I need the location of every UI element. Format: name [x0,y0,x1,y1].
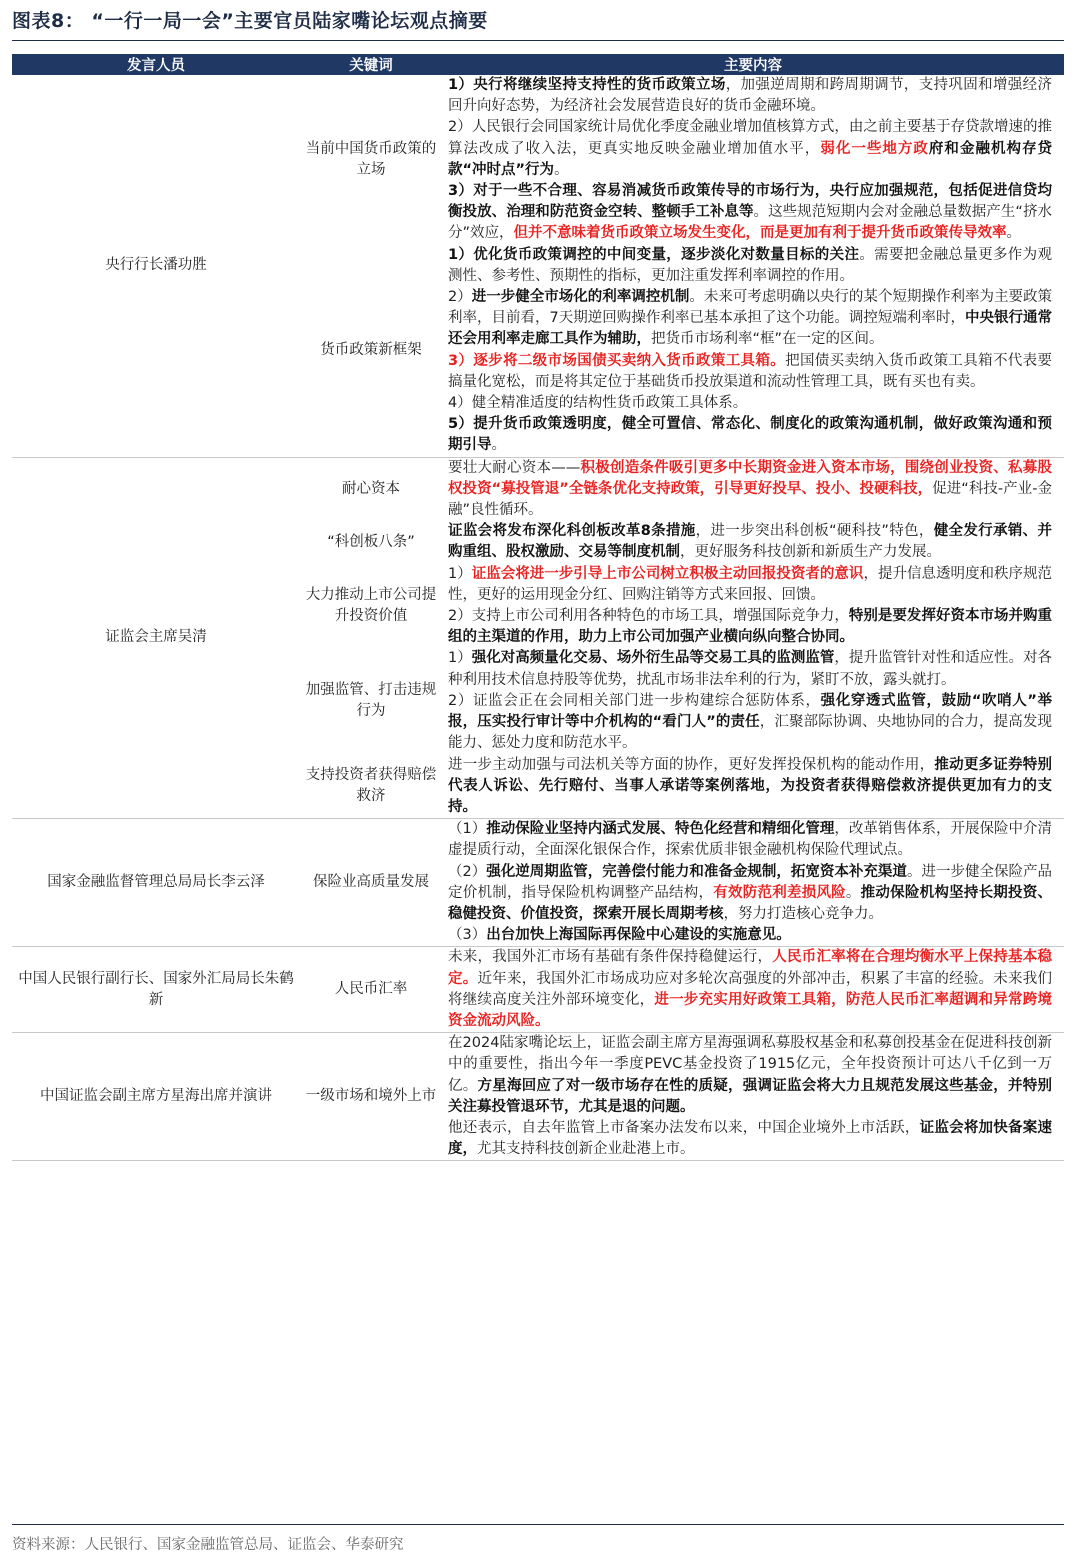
bold-text: 推动保险机构坚持长期投资、稳健投资、价值投资，探索开展长周期考核 [448,884,1053,922]
content-cell [442,564,1064,649]
body-text: ，更好服务科技创新和新质生产力发展。 [680,544,941,561]
source-note: 资料来源：人民银行、国家金融监管总局、证监会、华泰研究 [12,1537,404,1553]
bold-text: 进一步健全市场化的利率调控机制 [471,289,690,306]
body-text: 他还表示，自去年监管上市备案办法发布以来，中国企业境外上市活跃， [448,1119,920,1136]
bold-text: 府和金融机构存贷款“冲时点”行为 [448,140,1053,178]
title-divider [12,40,1064,41]
body-text: ，加强逆周期和跨周期调节，支持巩固和增强经济回升向好态势，为经济社会发展营造良好的货币金融环境。 [448,77,1053,115]
content-paragraph [448,521,1052,563]
content-paragraph [448,414,1052,456]
body-text: 。 [1006,225,1022,242]
bold-text: 5）提升货币政策透明度，健全可置信、常态化、制度化的政策沟通机制，做好政策沟通和预期引导 [448,416,1052,454]
body-text: 进一步主动加强与司法机关等方面的协作，更好发挥投保机构的能动作用， [448,756,935,773]
table-row [12,819,1064,947]
highlight-text: 弱化一些地方政 [820,140,929,157]
content-paragraph [448,1118,1052,1160]
body-text: 。需要把金融总量更多作为观测性、参考性、预期性的指标，更加注重发挥利率调控的作用。 [448,246,1052,284]
keyword-cell: 人民币汇率 [300,947,442,1033]
highlight-text: 证监会将进一步引导上市公司树立积极主动回报投资者的意识 [471,565,864,582]
content-paragraph [448,819,1052,861]
keyword-cell: 加强监管、打击违规行为 [305,682,437,720]
table-row [12,457,1064,521]
speaker-cell: 证监会主席吴清 [12,457,300,818]
keyword-cell: 耐心资本 [342,480,400,497]
body-text: 1） [448,650,472,667]
body-text: 。进一步健全保险产品定价机制，指导保险机构调整产品结构， [448,863,1052,901]
body-text: 。 [491,437,506,454]
highlight-text: 有效防范利差损风险 [713,884,846,901]
bold-text: 1）优化货币政策调控的中间变量，逐步淡化对数量目标的关注 [448,246,860,263]
content-paragraph [448,181,1052,245]
speaker-cell: 央行行长潘功胜 [12,75,300,457]
content-cell [442,648,1064,754]
bold-text: 强化穿透式监管，鼓励“吹哨人”举报，压实投行审计等中介机构的“看门人”的责任 [448,692,1052,731]
content-cell [442,75,1064,245]
content-paragraph [448,75,1052,117]
highlight-text: 积极创造条件吸引更多中长期资金进入资本市场，围绕创业投资、私募股权投资“募投管退”全链条优化支持政策，引导更好投早、投小、投硬科技， [448,459,1053,497]
table-header-row [12,54,1064,75]
body-text: （3） [448,927,487,944]
body-text: 。 [845,884,861,901]
speaker-cell: 中国证监会副主席方星海出席并演讲 [12,1033,300,1161]
keyword-cell: 货币政策新框架 [300,245,442,458]
body-text: 近年来，我国外汇市场成功应对多轮次高强度的外部冲击，积累了丰富的经验。未来我们将继续高度关注外部环境变化， [448,970,1053,1008]
bold-text: 强化对高频量化交易、场外衍生品等交易工具的监测监管 [471,650,835,667]
body-text: 。这些规范短期内会对金融总量数据产生“挤水分”效应， [448,204,1052,242]
highlight-text: 3）逐步将二级市场国债买卖纳入货币政策工具箱。 [448,352,786,369]
content-cell [442,521,1064,563]
body-text: 。未来可考虑明确以央行的某个短期操作利率为主要政策利率，目前看，7天期逆回购操作利率已基本承担了这个功能。调控短端利率时， [448,289,1053,327]
table-body [12,75,1064,1161]
content-paragraph [448,393,1052,414]
body-text: 把货币市场利率“框”在一定的区间。 [651,331,884,348]
figure-title: 图表8： “一行一局一会”主要官员陆家嘴论坛观点摘要 [12,10,488,32]
body-text: 2） [448,289,472,306]
bold-text: 证监会将加快备案速度， [448,1119,1053,1158]
content-paragraph [448,755,1052,819]
header-speaker: 发言人员 [12,54,300,75]
content-paragraph [448,648,1052,690]
content-cell [442,947,1064,1033]
keyword-cell: 支持投资者获得赔偿救济 [300,755,442,819]
content-cell [442,819,1064,947]
content-cell [442,245,1064,458]
table-row [12,1033,1064,1161]
content-paragraph [448,947,1052,1032]
speaker-cell: 国家金融监督管理总局局长李云泽 [12,819,300,947]
keyword-cell: 保险业高质量发展 [300,819,442,947]
body-text: ，提升信息透明度和秩序规范性，更好的运用现金分红、回购注销等方式来回报、回馈。 [448,565,1053,603]
header-keyword: 关键词 [300,54,442,75]
summary-table [12,54,1064,1161]
content-paragraph [448,351,1052,393]
content-cell [442,1033,1064,1161]
keyword-cell: 大力推动上市公司提升投资价值 [305,586,437,625]
bold-text: 推动更多证券特别代表人诉讼、先行赔付、当事人承诺等案例落地，为投资者获得赔偿救济提供更加有力的支持。 [448,756,1053,815]
bold-text: 中央银行通常还会用利率走廊工具作为辅助， [448,310,1053,348]
highlight-text: 但并不意味着货币政策立场发生变化，而是更加有利于提升货币政策传导效率 [513,225,1007,242]
content-paragraph [448,691,1052,755]
keyword-cell: “科创板八条” [327,533,415,550]
bold-text: 1）央行将继续坚持支持性的货币政策立场 [448,77,726,93]
content-paragraph [448,245,1052,287]
content-paragraph [448,862,1052,926]
table-row [12,947,1064,1033]
bold-text: 健全发行承销、并购重组、股权激励、交易等制度机制 [448,523,1053,561]
content-paragraph [448,564,1052,606]
highlight-text: 进一步充实用好政策工具箱，防范人民币汇率超调和异常跨境资金流动风险。 [448,991,1053,1029]
content-paragraph [448,925,1052,946]
body-text: 促进“科技-产业-金融”良性循环。 [448,480,1052,519]
body-text: 尤其支持科技创新企业赴港上市。 [477,1141,695,1158]
content-paragraph [448,606,1052,648]
content-paragraph [448,1033,1052,1118]
content-cell [442,457,1064,521]
body-text: 2）支持上市公司利用各种特色的市场工具，增强国际竞争力， [448,608,849,625]
table-row [12,75,1064,245]
speaker-cell: 中国人民银行副行长、国家外汇局局长朱鹤新 [12,947,300,1033]
body-text: 。 [554,161,569,178]
header-content: 主要内容 [442,54,1064,75]
body-text: （2） [448,863,487,880]
content-cell [442,755,1064,819]
body-text: ，提升监管针对性和适应性。对各种利用技术信息持股等优势，扰乱市场非法牟利的行为，紧盯不放，露头就打。 [448,650,1053,688]
body-text: ，改革销售体系，开展保险中介清虚提质行动，全面深化银保合作，探索优质非银金融机构保险代理试点。 [448,821,1052,859]
bold-text: 3）对于一些不合理、容易消减货币政策传导的市场行为，央行应加强规范，包括促进信贷均衡投放、治理和防范资金空转、整顿手工补息等 [448,183,1052,221]
body-text: 把国债买卖纳入货币政策工具箱不代表要搞量化宽松，而是将其定位于基础货币投放渠道和流动性管理工具，既有买也有卖。 [448,352,1053,390]
bold-text: 出台加快上海国际再保险中心建设的实施意见。 [486,927,791,944]
body-text: （1） [448,821,487,838]
content-paragraph [448,287,1052,351]
footer-divider [12,1524,1064,1525]
body-text: 4）健全精准适度的结构性货币政策工具体系。 [448,395,748,412]
body-text: ，进一步突出科创板“硬科技”特色， [695,523,934,540]
bold-text: 证监会将发布深化科创板改革8条措施 [448,523,696,540]
bold-text: 推动保险业坚持内涵式发展、特色化经营和精细化管理 [486,821,835,838]
body-text: ，努力打造核心竞争力。 [723,905,883,922]
body-text: 要壮大耐心资本—— [448,459,581,476]
bold-text: 强化逆周期监管，完善偿付能力和准备金规制，拓宽资本补充渠道 [486,863,907,880]
body-text: ，汇聚部际协调、央地协同的合力，提高发现能力、惩处力度和防范水平。 [448,714,1053,752]
body-text: 2）证监会正在会同相关部门进一步构建综合惩防体系， [448,692,821,709]
keyword-cell: 当前中国货币政策的立场 [305,140,437,178]
body-text: 2）人民银行会同国家统计局优化季度金融业增加值核算方式，由之前主要基于存贷款增速的推算法改成了收入法，更真实地反映金融业增加值水平， [448,119,1052,157]
bold-text: 方星海回应了对一级市场存在性的质疑，强调证监会将大力且规范发展这些基金，并特别关注募投管退环节，尤其是退的问题。 [448,1077,1053,1115]
body-text: 1） [448,565,472,582]
body-text: 未来，我国外汇市场有基础有条件保持稳健运行， [448,949,773,966]
keyword-cell: 一级市场和境外上市 [300,1033,442,1161]
body-text: 在2024陆家嘴论坛上，证监会副主席方星海强调私募股权基金和私募创投基金在促进科技创新中的重要性，指出今年一季度PEVC基金投资了1915亿元，全年投资预计可达八千亿到一万亿。 [448,1035,1052,1094]
content-paragraph [448,458,1052,522]
highlight-text: 人民币汇率将在合理均衡水平上保持基本稳定。 [448,949,1053,987]
content-paragraph [448,117,1052,181]
bold-text: 特别是要发挥好资本市场并购重组的主渠道的作用，助力上市公司加强产业横向纵向整合协同。 [448,608,1052,646]
